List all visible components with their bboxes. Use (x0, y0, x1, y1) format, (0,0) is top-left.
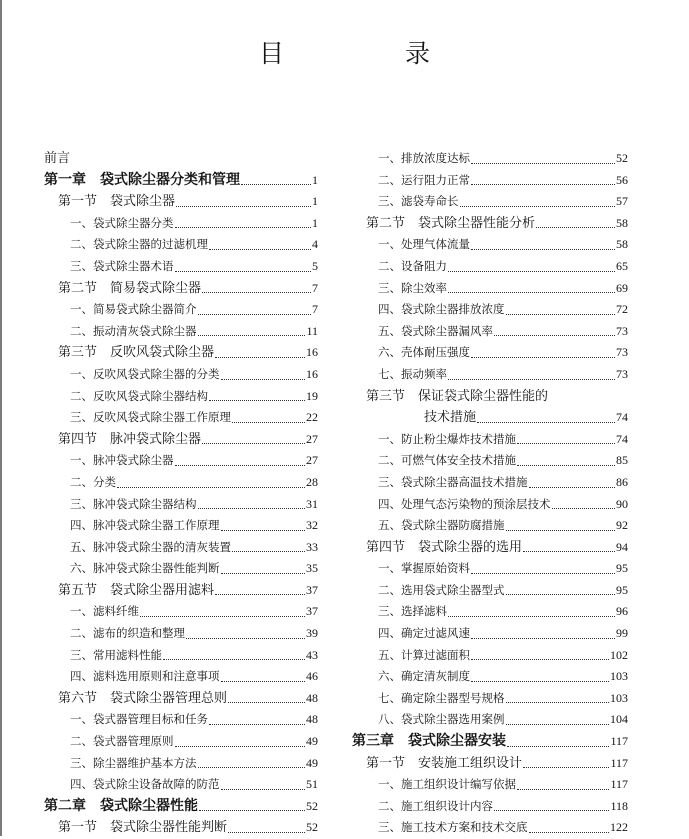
toc-item-entry[interactable] (44, 601, 318, 623)
toc-item-entry[interactable] (352, 321, 628, 343)
dot-leader (506, 702, 610, 703)
toc-page-number: 74 (616, 431, 628, 446)
toc-entry-title: 一、反吹风袋式除尘器的分类 (70, 366, 220, 381)
toc-entry-title: 一、处理气体流量 (378, 237, 470, 252)
dot-leader (221, 789, 306, 790)
toc-item-entry[interactable] (352, 234, 628, 256)
toc-item-entry[interactable] (352, 450, 628, 472)
dot-leader (523, 767, 609, 768)
dot-leader (198, 335, 306, 336)
toc-page-number: 5 (312, 258, 318, 273)
toc-chapter-entry[interactable] (44, 170, 318, 192)
toc-page-number: 73 (616, 323, 628, 338)
toc-item-entry[interactable] (352, 148, 628, 170)
toc-page-number: 28 (306, 474, 318, 489)
toc-page-number: 73 (616, 345, 628, 360)
toc-entry-title: 三、脉冲袋式除尘器结构 (70, 496, 197, 511)
toc-entry-title: 前言 (44, 151, 71, 166)
dot-leader (471, 659, 609, 660)
toc-entry-title: 五、袋式除尘器防腐措施 (378, 518, 505, 533)
dot-leader (221, 379, 306, 380)
dot-leader (529, 487, 616, 488)
dot-leader (175, 227, 312, 228)
dot-leader (471, 638, 615, 639)
toc-entry-title: 二、可燃气体安全技术措施 (378, 453, 516, 468)
toc-entry-title: 六、壳体耐压强度 (378, 345, 470, 360)
toc-page-number: 122 (610, 820, 628, 835)
toc-item-entry[interactable] (352, 191, 628, 213)
toc-entry-title: 二、分类 (70, 474, 116, 489)
toc-entry-title: 第一节 安装施工组织设计 (366, 755, 523, 771)
toc-page-number: 117 (610, 755, 628, 770)
dot-leader (215, 594, 305, 595)
dot-leader (221, 573, 306, 574)
toc-item-entry[interactable] (352, 299, 628, 321)
toc-page-number: 32 (306, 518, 318, 533)
dot-leader (523, 551, 615, 552)
toc-entry-title: 二、设备阻力 (378, 258, 447, 273)
toc-page-number: 95 (616, 561, 628, 576)
toc-item-entry[interactable] (44, 450, 318, 472)
toc-page-number: 19 (306, 388, 318, 403)
dot-leader (477, 422, 615, 423)
dot-leader (471, 681, 609, 682)
dot-leader (517, 465, 615, 466)
toc-item-entry[interactable] (44, 558, 318, 580)
dot-leader (163, 659, 305, 660)
toc-chapter-entry[interactable] (352, 731, 628, 753)
dot-leader (175, 465, 306, 466)
dot-leader (448, 616, 615, 617)
toc-page-number: 103 (610, 669, 628, 684)
toc-entry-title: 二、选用袋式除尘器型式 (378, 582, 505, 597)
toc-preface-entry[interactable] (44, 148, 318, 170)
toc-page-number: 99 (616, 626, 628, 641)
toc-item-entry[interactable] (44, 321, 318, 343)
dot-leader (202, 292, 311, 293)
toc-item-entry[interactable] (44, 234, 318, 256)
dot-leader (552, 508, 616, 509)
toc-entry-title: 一、施工组织设计编写依据 (378, 777, 516, 792)
toc-entry-title: 二、滤布的织造和整理 (70, 626, 185, 641)
toc-entry-title: 三、反吹风袋式除尘器工作原理 (70, 410, 231, 425)
dot-leader (232, 422, 305, 423)
toc-entry-title: 一、脉冲袋式除尘器 (70, 453, 174, 468)
page-title: 目 录 (258, 39, 478, 68)
toc-entry-title: 第二节 简易袋式除尘器 (58, 280, 202, 296)
toc-entry-title: 一、袋式除尘器分类 (70, 215, 174, 230)
toc-item-entry[interactable] (44, 386, 318, 408)
toc-item-entry[interactable] (44, 645, 318, 667)
toc-item-entry[interactable] (352, 170, 628, 192)
toc-page-number: 104 (610, 712, 628, 727)
dot-leader (471, 249, 615, 250)
dot-leader (228, 832, 305, 833)
dot-leader (241, 184, 311, 185)
toc-entry-title: 第五节 袋式除尘器用滤料 (58, 582, 215, 598)
toc-page-number: 1 (312, 215, 318, 230)
toc-page-number: 49 (306, 734, 318, 749)
toc-page-number: 43 (306, 647, 318, 662)
dot-leader (228, 702, 305, 703)
toc-page-number: 48 (306, 712, 318, 727)
toc-item-entry[interactable] (352, 278, 628, 300)
toc-entry-title: 四、脉冲袋式除尘器工作原理 (70, 518, 220, 533)
toc-item-entry[interactable] (44, 494, 318, 516)
dot-leader (506, 594, 616, 595)
toc-page-number: 39 (306, 626, 318, 641)
dot-leader (209, 249, 311, 250)
dot-leader (506, 724, 610, 725)
toc-entry-title: 二、反吹风袋式除尘器结构 (70, 388, 208, 403)
toc-page-number: 52 (306, 820, 318, 835)
dot-leader (506, 314, 616, 315)
toc-item-entry[interactable] (352, 709, 628, 731)
dot-leader (202, 443, 305, 444)
toc-page-number: 1 (312, 172, 318, 187)
toc-entry-title: 五、脉冲袋式除尘器的清灰装置 (70, 539, 231, 554)
dot-leader (471, 163, 615, 164)
toc-section-entry[interactable] (352, 753, 628, 775)
toc-right-column (352, 148, 628, 839)
dot-leader (198, 508, 306, 509)
toc-entry-title: 三、滤袋寿命长 (378, 194, 459, 209)
toc-entry-title: 三、袋式除尘器术语 (70, 258, 174, 273)
toc-entry-title: 第一节 袋式除尘器性能判断 (58, 820, 228, 836)
dot-leader (176, 206, 311, 207)
toc-entry-title: 一、排放浓度达标 (378, 151, 470, 165)
toc-page-number: 102 (610, 647, 628, 662)
toc-item-entry[interactable] (352, 645, 628, 667)
toc-page-number: 48 (306, 690, 318, 705)
toc-page-number: 22 (306, 410, 318, 425)
toc-page-number: 46 (306, 669, 318, 684)
dot-leader (471, 184, 615, 185)
dot-leader (221, 681, 306, 682)
toc-item-entry[interactable] (44, 472, 318, 494)
dot-leader (199, 810, 305, 811)
toc-page-number: 35 (306, 561, 318, 576)
dot-leader (448, 379, 615, 380)
toc-section-entry[interactable] (44, 342, 318, 364)
toc-entry-title: 七、确定除尘器型号规格 (378, 690, 505, 705)
dot-leader (494, 335, 615, 336)
toc-item-entry[interactable] (352, 342, 628, 364)
toc-item-entry[interactable] (352, 256, 628, 278)
toc-entry-title: 第一节 袋式除尘器 (58, 194, 176, 210)
dot-leader (471, 357, 615, 358)
toc-entry-title: 五、袋式除尘器漏风率 (378, 323, 493, 338)
toc-entry-title: 三、袋式除尘器高温技术措施 (378, 474, 528, 489)
toc-page-number: 7 (312, 302, 318, 317)
toc-section-entry[interactable] (352, 213, 628, 235)
toc-item-entry[interactable] (352, 580, 628, 602)
toc-entry-title: 六、脉冲袋式除尘器性能判断 (70, 561, 220, 576)
toc-item-entry[interactable] (44, 666, 318, 688)
toc-page-number: 94 (616, 539, 628, 554)
toc-page-number: 95 (616, 582, 628, 597)
toc-entry-title: 三、选择滤料 (378, 604, 447, 619)
toc-entry-title: 第三节 保证袋式除尘器性能的 (366, 388, 549, 404)
toc-item-entry[interactable] (352, 364, 628, 386)
toc-section-entry[interactable] (44, 429, 318, 451)
toc-page-number: 11 (306, 323, 318, 338)
toc-page-number: 51 (306, 777, 318, 792)
toc-entry-title: 三、施工技术方案和技术交底 (378, 820, 528, 835)
toc-entry-title: 技术措施 (424, 410, 477, 426)
toc-page-number: 52 (306, 798, 318, 813)
toc-item-entry[interactable] (352, 688, 628, 710)
toc-entry-title: 第二节 袋式除尘器性能分析 (366, 215, 536, 231)
toc-item-entry[interactable] (352, 429, 628, 451)
dot-leader (209, 724, 305, 725)
toc-page-number: 118 (610, 798, 628, 813)
toc-section-entry[interactable] (352, 537, 628, 559)
dot-leader (517, 789, 609, 790)
toc-item-entry[interactable] (352, 666, 628, 688)
toc-entry-title: 三、除尘效率 (378, 280, 447, 295)
toc-page-number: 4 (312, 237, 318, 252)
toc-entry-title: 四、确定过滤风速 (378, 626, 470, 641)
dot-leader (209, 400, 305, 401)
dot-leader (529, 832, 610, 833)
toc-section-entry[interactable] (44, 278, 318, 300)
toc-page-number: 1 (312, 194, 318, 209)
toc-page-number: 27 (306, 431, 318, 446)
toc-page-number: 85 (616, 453, 628, 468)
dot-leader (186, 638, 305, 639)
toc-entry-title: 四、袋式除尘器排放浓度 (378, 302, 505, 317)
toc-left-column (44, 148, 318, 839)
toc-item-entry[interactable] (44, 364, 318, 386)
toc-entry-title: 第三章 袋式除尘器安装 (352, 733, 506, 750)
toc-page-number: 31 (306, 496, 318, 511)
dot-leader (175, 271, 312, 272)
toc-item-entry[interactable] (352, 558, 628, 580)
dot-leader (506, 530, 616, 531)
toc-page-number: 69 (616, 280, 628, 295)
toc-item-entry[interactable] (352, 472, 628, 494)
toc-item-entry[interactable] (352, 796, 628, 818)
toc-page-number: 65 (616, 258, 628, 273)
toc-entry-title: 七、振动频率 (378, 366, 447, 381)
toc-entry-title: 第六节 袋式除尘器管理总则 (58, 690, 228, 706)
page-edge-rule (0, 0, 2, 836)
dot-leader (117, 487, 305, 488)
dot-leader (198, 767, 306, 768)
toc-entry-title: 第三节 反吹风袋式除尘器 (58, 345, 215, 361)
toc-page-number: 37 (306, 582, 318, 597)
toc-page-number: 16 (306, 366, 318, 381)
toc-entry-title: 五、计算过滤面积 (378, 647, 470, 662)
toc-entry-title: 一、防止粉尘爆炸技术措施 (378, 431, 516, 446)
toc-entry-title: 二、施工组织设计内容 (378, 798, 493, 813)
toc-item-entry[interactable] (44, 623, 318, 645)
toc-entry-title: 一、掌握原始资料 (378, 561, 470, 576)
toc-entry-title: 二、袋式除尘器的过滤机理 (70, 237, 208, 252)
toc-page-number: 103 (610, 690, 628, 705)
toc-section-continuation[interactable] (352, 407, 628, 429)
toc-page-number: 86 (616, 474, 628, 489)
toc-page-number: 7 (312, 280, 318, 295)
toc-entry-title: 四、处理气态污染物的预涂层技术 (378, 496, 551, 511)
toc-entry-title: 四、滤料选用原则和注意事项 (70, 669, 220, 684)
toc-entry-title: 一、袋式器管理目标和任务 (70, 712, 208, 727)
toc-item-entry[interactable] (44, 731, 318, 753)
dot-leader (507, 746, 609, 747)
toc-section-entry[interactable] (44, 580, 318, 602)
dot-leader (215, 357, 305, 358)
toc-entry-title: 第二章 袋式除尘器性能 (44, 797, 198, 814)
toc-page-number: 27 (306, 453, 318, 468)
dot-leader (494, 810, 609, 811)
toc-page-number: 49 (306, 755, 318, 770)
toc-page-number: 33 (306, 539, 318, 554)
dot-leader (198, 314, 312, 315)
toc-entry-title: 八、袋式除尘器选用案例 (378, 712, 505, 727)
toc-entry-title: 第四节 袋式除尘器的选用 (366, 539, 523, 555)
toc-page-number: 37 (306, 604, 318, 619)
toc-entry-title: 三、除尘器维护基本方法 (70, 755, 197, 770)
toc-entry-title: 第一章 袋式除尘器分类和管理 (44, 171, 240, 188)
toc-item-entry[interactable] (44, 515, 318, 537)
dot-leader (460, 206, 616, 207)
toc-item-entry[interactable] (352, 494, 628, 516)
toc-page-number: 92 (616, 518, 628, 533)
toc-entry-title: 二、袋式器管理原则 (70, 734, 174, 749)
dot-leader (232, 551, 305, 552)
toc-section-entry[interactable] (352, 386, 628, 408)
toc-item-entry[interactable] (44, 299, 318, 321)
dot-leader (175, 746, 306, 747)
toc-entry-title: 三、常用滤料性能 (70, 647, 162, 662)
toc-page-number: 56 (616, 172, 628, 187)
toc-entry-title: 一、滤料纤维 (70, 604, 139, 619)
toc-section-entry[interactable] (44, 688, 318, 710)
toc-entry-title: 二、振动清灰袋式除尘器 (70, 323, 197, 338)
toc-item-entry[interactable] (44, 256, 318, 278)
toc-page-number: 90 (616, 496, 628, 511)
toc-section-entry[interactable] (44, 191, 318, 213)
toc-item-entry[interactable] (352, 774, 628, 796)
dot-leader (448, 292, 615, 293)
toc-page-number: 58 (616, 237, 628, 252)
toc-item-entry[interactable] (352, 601, 628, 623)
toc-page-number: 58 (616, 215, 628, 230)
toc-item-entry[interactable] (44, 537, 318, 559)
dot-leader (221, 530, 306, 531)
toc-page-number: 96 (616, 604, 628, 619)
toc-entry-title: 第四节 脉冲袋式除尘器 (58, 431, 202, 447)
toc-page-number: 73 (616, 366, 628, 381)
dot-leader (471, 573, 615, 574)
toc-entry-title: 四、袋式除尘设备故障的防范 (70, 777, 220, 792)
toc-page-number: 57 (616, 194, 628, 209)
toc-item-entry[interactable] (44, 213, 318, 235)
toc-page-number: 117 (610, 777, 628, 792)
toc-item-entry[interactable] (44, 774, 318, 796)
toc-page-number: 74 (616, 410, 628, 425)
toc-page-number: 72 (616, 302, 628, 317)
toc-page-number: 117 (610, 734, 628, 749)
toc-page-number: 52 (616, 151, 628, 165)
toc-entry-title: 二、运行阻力正常 (378, 172, 470, 187)
toc-item-entry[interactable] (44, 753, 318, 775)
toc-item-entry[interactable] (352, 623, 628, 645)
toc-item-entry[interactable] (44, 709, 318, 731)
toc-chapter-entry[interactable] (44, 796, 318, 818)
dot-leader (140, 616, 305, 617)
toc-item-entry[interactable] (44, 407, 318, 429)
dot-leader (536, 227, 615, 228)
dot-leader (517, 443, 615, 444)
toc-entry-title: 一、简易袋式除尘器简介 (70, 302, 197, 317)
toc-item-entry[interactable] (352, 515, 628, 537)
toc-page-number: 16 (306, 345, 318, 360)
toc-entry-title: 六、确定清灰制度 (378, 669, 470, 684)
dot-leader (448, 271, 615, 272)
